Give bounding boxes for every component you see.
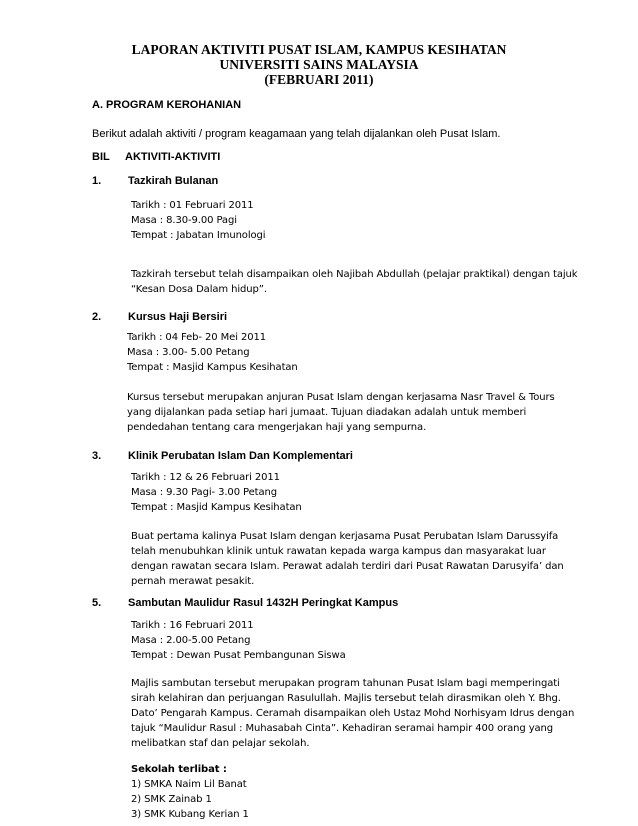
- description-line: melibatkan staf dan pelajar sekolah.: [131, 738, 310, 749]
- description-line: tajuk “Maulidur Rasul : Muhasabah Cinta”. Kehadiran seramai hampir 400 orang yang: [131, 723, 554, 734]
- detail-masa: Masa : 2.00-5.00 Petang: [131, 635, 251, 646]
- description-line: “Kesan Dosa Dalam hidup”.: [131, 284, 267, 295]
- detail-tarikh: Tarikh : 01 Februari 2011: [131, 200, 254, 211]
- detail-tarikh: Tarikh : 12 & 26 Februari 2011: [131, 472, 280, 483]
- description-line: dengan rawatan secara Islam. Perawat adalah terdiri dari Pusat Rawatan Darusyifa’ dan: [131, 561, 564, 572]
- column-header-aktiviti: AKTIVITI-AKTIVITI: [125, 151, 221, 163]
- detail-tempat: Tempat : Masjid Kampus Kesihatan: [127, 362, 298, 373]
- detail-masa: Masa : 9.30 Pagi- 3.00 Petang: [131, 487, 277, 498]
- detail-tempat: Tempat : Jabatan Imunologi: [131, 230, 266, 241]
- item-title: Sambutan Maulidur Rasul 1432H Peringkat Kampus: [128, 597, 399, 609]
- description-line: Buat pertama kalinya Pusat Islam dengan kerjasama Pusat Perubatan Islam Darussyifa: [131, 531, 559, 542]
- item-title: Kursus Haji Bersiri: [128, 311, 228, 323]
- detail-tempat: Tempat : Dewan Pusat Pembangunan Siswa: [131, 650, 346, 661]
- detail-tarikh: Tarikh : 04 Feb- 20 Mei 2011: [127, 332, 267, 343]
- report-title-line-2: UNIVERSITI SAINS MALAYSIA: [219, 57, 419, 72]
- school-list-item: 2) SMK Zainab 1: [131, 794, 212, 805]
- item-title: Tazkirah Bulanan: [128, 175, 219, 187]
- description-line: Tazkirah tersebut telah disampaikan oleh Najibah Abdullah (pelajar praktikal) dengan tajuk: [131, 269, 578, 280]
- detail-masa: Masa : 3.00- 5.00 Petang: [127, 347, 250, 358]
- description-line: telah menubuhkan klinik untuk rawatan kepada warga kampus dan masyarakat luar: [131, 546, 546, 557]
- item-number: 5.: [92, 597, 102, 609]
- description-line: sirah kelahiran dan perjuangan Rasulullah. Majlis tersebut telah dirasmikan oleh Y. Bhg.: [131, 693, 561, 704]
- schools-heading: Sekolah terlibat :: [131, 764, 227, 775]
- intro-text: Berikut adalah aktiviti / program keagamaan yang telah dijalankan oleh Pusat Islam.: [92, 128, 501, 140]
- school-list-item: 3) SMK Kubang Kerian 1: [131, 809, 249, 820]
- description-line: Majlis sambutan tersebut merupakan program tahunan Pusat Islam bagi memperingati: [131, 678, 560, 689]
- detail-masa: Masa : 8.30-9.00 Pagi: [131, 215, 237, 226]
- school-list-item: 1) SMKA Naim Lil Banat: [131, 779, 247, 790]
- description-line: pendedahan tentang cara mengerjakan haji yang sempurna.: [127, 422, 427, 433]
- report-title-line-3: (FEBRUARI 2011): [264, 72, 374, 87]
- description-line: Kursus tersebut merupakan anjuran Pusat Islam dengan kerjasama Nasr Travel & Tours: [127, 392, 555, 403]
- detail-tempat: Tempat : Masjid Kampus Kesihatan: [131, 502, 302, 513]
- report-title-line-1: LAPORAN AKTIVITI PUSAT ISLAM, KAMPUS KESIHATAN: [131, 42, 507, 57]
- item-number: 1.: [92, 175, 102, 187]
- section-title: A. PROGRAM KEROHANIAN: [92, 99, 242, 111]
- description-line: Dato’ Pengarah Kampus. Ceramah disampaikan oleh Ustaz Mohd Norhisyam Idrus dengan: [131, 708, 575, 719]
- item-title: Klinik Perubatan Islam Dan Komplementari: [128, 450, 353, 462]
- description-line: pernah merawat pesakit.: [131, 576, 255, 587]
- detail-tarikh: Tarikh : 16 Februari 2011: [131, 620, 254, 631]
- item-number: 3.: [92, 450, 102, 462]
- item-number: 2.: [92, 311, 102, 323]
- description-line: yang dijalankan pada setiap hari jumaat. Tujuan diadakan adalah untuk memberi: [127, 407, 527, 418]
- column-header-bil: BIL: [92, 151, 110, 163]
